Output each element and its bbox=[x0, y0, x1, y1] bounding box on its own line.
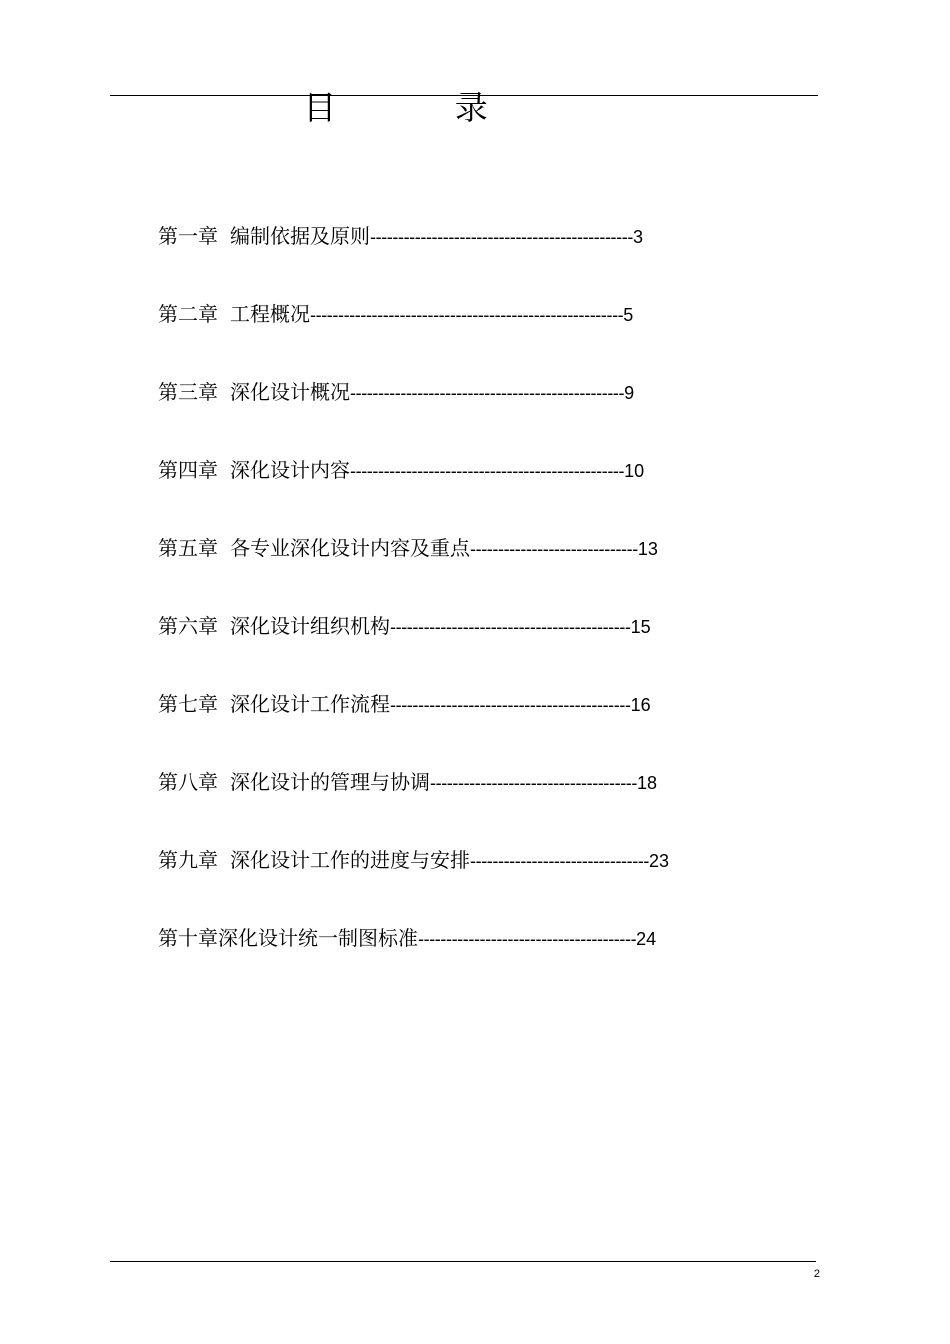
toc-chapter: 第五章 bbox=[158, 536, 218, 560]
toc-entry-title: 深化设计工作流程 bbox=[230, 692, 390, 716]
toc-entry-title: 工程概况 bbox=[230, 302, 310, 326]
toc-leader: --------------------------------------- bbox=[418, 929, 637, 949]
toc-entry-title: 各专业深化设计内容及重点 bbox=[230, 536, 470, 560]
toc-chapter: 第一章 bbox=[158, 224, 218, 248]
toc-page-number: 9 bbox=[624, 383, 635, 403]
toc-entry-1[interactable] bbox=[158, 222, 669, 300]
toc-leader: ------------------------------------------------- bbox=[350, 461, 625, 481]
toc-leader: ------------------------------------------- bbox=[390, 695, 631, 715]
toc-chapter: 第三章 bbox=[158, 380, 218, 404]
toc-entry-title: 深化设计统一制图标准 bbox=[218, 926, 418, 950]
toc-entry-title: 深化设计组织机构 bbox=[230, 614, 390, 638]
toc-entry-6[interactable] bbox=[158, 612, 669, 690]
footer-rule bbox=[110, 1261, 816, 1262]
toc-entry-3[interactable] bbox=[158, 378, 669, 456]
toc-chapter: 第二章 bbox=[158, 302, 218, 326]
toc-entry-8[interactable] bbox=[158, 768, 669, 846]
toc-page-number: 24 bbox=[636, 929, 657, 949]
toc-chapter: 第七章 bbox=[158, 692, 218, 716]
toc-leader: ----------------------------------------------- bbox=[370, 227, 633, 247]
toc-list bbox=[158, 222, 669, 1002]
toc-leader: ------------------------------------------- bbox=[390, 617, 631, 637]
toc-chapter: 第九章 bbox=[158, 848, 218, 872]
toc-page-number: 16 bbox=[630, 695, 651, 715]
toc-entry-title: 深化设计工作的进度与安排 bbox=[230, 848, 470, 872]
toc-entry-9[interactable] bbox=[158, 846, 669, 924]
toc-page-number: 10 bbox=[624, 461, 645, 481]
toc-entry-4[interactable] bbox=[158, 456, 669, 534]
toc-chapter: 第十章 bbox=[158, 926, 218, 950]
toc-entry-5[interactable] bbox=[158, 534, 669, 612]
toc-page-number: 5 bbox=[623, 305, 634, 325]
toc-leader: ------------------------------------- bbox=[430, 773, 637, 793]
toc-chapter: 第四章 bbox=[158, 458, 218, 482]
page-number: 2 bbox=[813, 1268, 820, 1280]
toc-chapter: 第八章 bbox=[158, 770, 218, 794]
toc-entry-title: 编制依据及原则 bbox=[230, 224, 370, 248]
toc-page-number: 3 bbox=[632, 227, 643, 247]
toc-title: 目 录 bbox=[303, 88, 542, 127]
toc-entry-7[interactable] bbox=[158, 690, 669, 768]
toc-entry-title: 深化设计的管理与协调 bbox=[230, 770, 430, 794]
toc-page-number: 23 bbox=[649, 851, 670, 871]
toc-chapter: 第六章 bbox=[158, 614, 218, 638]
toc-page-number: 15 bbox=[630, 617, 651, 637]
toc-entry-title: 深化设计概况 bbox=[230, 380, 350, 404]
toc-entry-2[interactable] bbox=[158, 300, 669, 378]
toc-leader: -------------------------------- bbox=[470, 851, 650, 871]
toc-leader: ------------------------------------------------- bbox=[350, 383, 625, 403]
toc-entry-title: 深化设计内容 bbox=[230, 458, 350, 482]
toc-page-number: 13 bbox=[637, 539, 658, 559]
toc-entry-10[interactable] bbox=[158, 924, 669, 1002]
toc-page-number: 18 bbox=[636, 773, 658, 793]
toc-leader: ------------------------------ bbox=[470, 539, 638, 559]
toc-leader: -------------------------------------------------------- bbox=[310, 305, 624, 325]
